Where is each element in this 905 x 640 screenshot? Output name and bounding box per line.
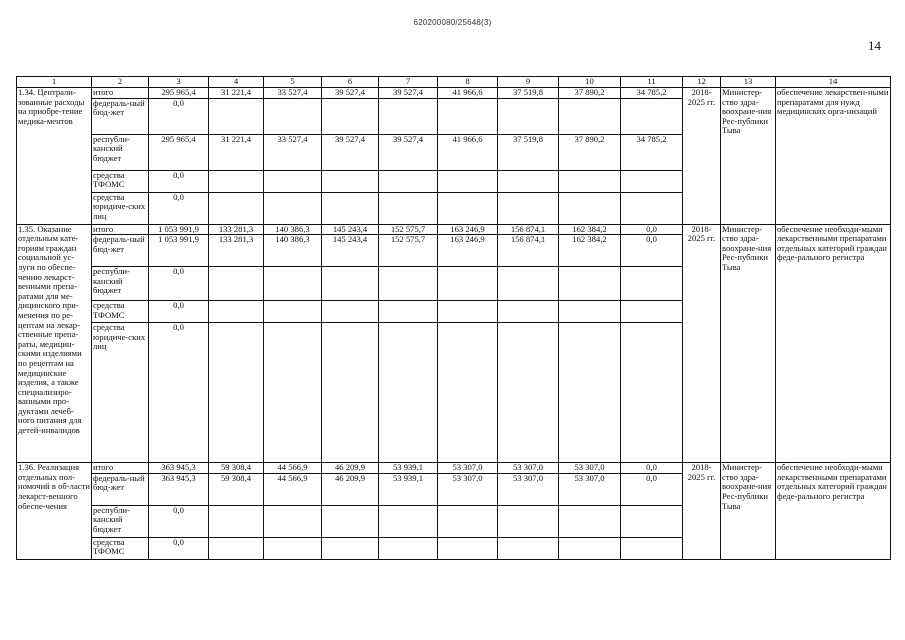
amount-cell <box>438 98 498 134</box>
amount-cell: 1 053 991,9 <box>149 224 209 235</box>
amount-cell <box>438 537 498 559</box>
column-header: 6 <box>322 77 379 88</box>
amount-cell <box>322 301 379 323</box>
column-header: 8 <box>438 77 498 88</box>
amount-cell: 0,0 <box>149 170 209 192</box>
amount-cell: 145 243,4 <box>322 235 379 267</box>
period-cell: 2018-2025 гг. <box>683 224 721 463</box>
amount-cell: 53 307,0 <box>498 463 559 474</box>
amount-cell: 163 246,9 <box>438 224 498 235</box>
funding-source: республи-канский бюджет <box>92 134 149 170</box>
table-row <box>17 88 891 99</box>
amount-cell: 44 566,9 <box>264 463 322 474</box>
measure-name: 1.36. Реализация отдельных пол-номочий в об-ласти лекарст-венного обеспе-чения <box>17 463 92 560</box>
measure-name: 1.34. Централи-зованные расходы на приобре-тение медика-ментов <box>17 88 92 225</box>
amount-cell: 0,0 <box>149 505 209 537</box>
amount-cell: 41 966,6 <box>438 88 498 99</box>
budget-table <box>16 76 891 560</box>
amount-cell: 0,0 <box>621 473 683 505</box>
column-header: 12 <box>683 77 721 88</box>
result-cell: обеспечение необходи-мыми лекарственными препаратами отдельных категорий граждан феде-рального регистра <box>776 224 891 463</box>
funding-source: средства юридиче-ских лиц <box>92 192 149 224</box>
amount-cell <box>621 170 683 192</box>
amount-cell: 31 221,4 <box>209 134 264 170</box>
amount-cell: 46 209,9 <box>322 463 379 474</box>
amount-cell <box>209 301 264 323</box>
amount-cell <box>322 267 379 301</box>
amount-cell <box>209 323 264 463</box>
amount-cell <box>322 505 379 537</box>
amount-cell: 0,0 <box>621 235 683 267</box>
amount-cell: 37 519,8 <box>498 88 559 99</box>
amount-cell: 53 939,1 <box>379 463 438 474</box>
amount-cell: 53 307,0 <box>559 463 621 474</box>
table-row <box>17 463 891 474</box>
amount-cell <box>438 505 498 537</box>
funding-source: республи-канский бюджет <box>92 505 149 537</box>
amount-cell <box>209 267 264 301</box>
amount-cell: 0,0 <box>149 192 209 224</box>
amount-cell: 53 307,0 <box>438 473 498 505</box>
amount-cell: 133 281,3 <box>209 235 264 267</box>
executor-cell: Министер-ство здра-воохране-ния Рес-публики Тыва <box>721 463 776 560</box>
amount-cell <box>559 323 621 463</box>
funding-source: итого <box>92 88 149 99</box>
amount-cell <box>621 192 683 224</box>
amount-cell <box>379 505 438 537</box>
amount-cell <box>264 537 322 559</box>
amount-cell <box>379 301 438 323</box>
column-header: 11 <box>621 77 683 88</box>
amount-cell: 0,0 <box>149 537 209 559</box>
funding-source: федераль-ный бюд-жет <box>92 473 149 505</box>
result-cell: обеспечение необходи-мыми лекарственными препаратами отдельных категорий граждан феде-рального регистра <box>776 463 891 560</box>
amount-cell <box>379 192 438 224</box>
amount-cell: 152 575,7 <box>379 235 438 267</box>
amount-cell <box>209 192 264 224</box>
column-header: 10 <box>559 77 621 88</box>
amount-cell: 162 384,2 <box>559 235 621 267</box>
executor-cell: Министер-ство здра-воохране-ния Рес-публики Тыва <box>721 88 776 225</box>
amount-cell: 44 566,9 <box>264 473 322 505</box>
funding-source: средства ТФОМС <box>92 537 149 559</box>
amount-cell <box>498 98 559 134</box>
amount-cell <box>621 537 683 559</box>
amount-cell: 145 243,4 <box>322 224 379 235</box>
column-header: 7 <box>379 77 438 88</box>
amount-cell <box>438 267 498 301</box>
amount-cell: 53 939,1 <box>379 473 438 505</box>
amount-cell <box>379 537 438 559</box>
funding-source: республи-канский бюджет <box>92 267 149 301</box>
amount-cell: 156 874,1 <box>498 235 559 267</box>
amount-cell: 34 785,2 <box>621 88 683 99</box>
amount-cell <box>209 505 264 537</box>
funding-source: средства ТФОМС <box>92 170 149 192</box>
amount-cell: 156 874,1 <box>498 224 559 235</box>
amount-cell: 37 519,8 <box>498 134 559 170</box>
amount-cell <box>559 301 621 323</box>
amount-cell <box>438 301 498 323</box>
amount-cell <box>498 323 559 463</box>
amount-cell: 39 527,4 <box>322 134 379 170</box>
amount-cell: 37 890,2 <box>559 134 621 170</box>
period-cell: 2018-2025 гг. <box>683 463 721 560</box>
amount-cell <box>498 192 559 224</box>
amount-cell <box>621 323 683 463</box>
column-header: 13 <box>721 77 776 88</box>
page-number: 14 <box>868 38 881 53</box>
amount-cell <box>264 170 322 192</box>
funding-source: средства юридиче-ских лиц <box>92 323 149 463</box>
funding-source: средства ТФОМС <box>92 301 149 323</box>
amount-cell: 0,0 <box>149 267 209 301</box>
funding-source: федераль-ный бюд-жет <box>92 235 149 267</box>
amount-cell <box>322 537 379 559</box>
amount-cell <box>559 192 621 224</box>
amount-cell <box>621 505 683 537</box>
amount-cell: 59 308,4 <box>209 473 264 505</box>
amount-cell <box>264 98 322 134</box>
table-body <box>17 77 891 560</box>
column-header: 14 <box>776 77 891 88</box>
column-header: 9 <box>498 77 559 88</box>
amount-cell <box>438 192 498 224</box>
amount-cell: 39 527,4 <box>379 88 438 99</box>
amount-cell: 152 575,7 <box>379 224 438 235</box>
amount-cell: 53 307,0 <box>559 473 621 505</box>
amount-cell: 295 965,4 <box>149 88 209 99</box>
column-header: 3 <box>149 77 209 88</box>
column-header: 4 <box>209 77 264 88</box>
table-row <box>17 224 891 235</box>
amount-cell: 59 308,4 <box>209 463 264 474</box>
amount-cell <box>264 323 322 463</box>
amount-cell <box>559 98 621 134</box>
amount-cell: 53 307,0 <box>438 463 498 474</box>
amount-cell <box>379 323 438 463</box>
amount-cell: 41 966,6 <box>438 134 498 170</box>
funding-source: итого <box>92 463 149 474</box>
amount-cell: 163 246,9 <box>438 235 498 267</box>
amount-cell: 0,0 <box>149 323 209 463</box>
amount-cell <box>379 170 438 192</box>
funding-source: федераль-ный бюд-жет <box>92 98 149 134</box>
amount-cell <box>438 323 498 463</box>
executor-cell: Министер-ство здра-воохране-ния Рес-публики Тыва <box>721 224 776 463</box>
amount-cell <box>559 537 621 559</box>
amount-cell: 140 386,3 <box>264 224 322 235</box>
amount-cell: 37 890,2 <box>559 88 621 99</box>
amount-cell <box>209 537 264 559</box>
amount-cell <box>264 301 322 323</box>
funding-source: итого <box>92 224 149 235</box>
result-cell: обеспечение лекарствен-ными препаратами для нужд медицинских орга-низаций <box>776 88 891 225</box>
amount-cell: 39 527,4 <box>379 134 438 170</box>
amount-cell <box>438 170 498 192</box>
amount-cell: 53 307,0 <box>498 473 559 505</box>
amount-cell <box>209 170 264 192</box>
amount-cell: 33 527,4 <box>264 134 322 170</box>
amount-cell <box>498 301 559 323</box>
amount-cell: 31 221,4 <box>209 88 264 99</box>
amount-cell <box>322 323 379 463</box>
amount-cell <box>559 267 621 301</box>
amount-cell <box>498 505 559 537</box>
amount-cell <box>498 537 559 559</box>
amount-cell <box>209 98 264 134</box>
amount-cell <box>379 98 438 134</box>
amount-cell <box>264 505 322 537</box>
amount-cell <box>498 170 559 192</box>
amount-cell: 363 945,3 <box>149 463 209 474</box>
amount-cell <box>322 98 379 134</box>
column-header: 2 <box>92 77 149 88</box>
document-id: 620200080/25648(3) <box>413 18 492 27</box>
amount-cell <box>621 301 683 323</box>
amount-cell <box>322 192 379 224</box>
amount-cell <box>621 98 683 134</box>
amount-cell: 46 209,9 <box>322 473 379 505</box>
amount-cell <box>264 267 322 301</box>
amount-cell: 0,0 <box>621 224 683 235</box>
amount-cell: 0,0 <box>621 463 683 474</box>
amount-cell: 34 785,2 <box>621 134 683 170</box>
measure-name: 1.35. Оказание отдельным кате-гориям граждан социальной ус-луги по обеспе-чению лекарст-венными препа-ратами для ме-дицинского при-менения по ре-цептам на лекар-ственные препа-раты, медицин-скими изделиями по рецептам на медицинские изделия, а также специализиро-ванными про-дуктами лечеб-ного питания для детей-инвалидов <box>17 224 92 463</box>
amount-cell: 363 945,3 <box>149 473 209 505</box>
amount-cell: 1 053 991,9 <box>149 235 209 267</box>
amount-cell <box>264 192 322 224</box>
amount-cell <box>498 267 559 301</box>
amount-cell <box>621 267 683 301</box>
amount-cell: 0,0 <box>149 98 209 134</box>
amount-cell <box>322 170 379 192</box>
header-row <box>17 77 891 88</box>
amount-cell <box>559 170 621 192</box>
amount-cell <box>559 505 621 537</box>
column-header: 5 <box>264 77 322 88</box>
amount-cell: 39 527,4 <box>322 88 379 99</box>
amount-cell: 162 384,2 <box>559 224 621 235</box>
amount-cell: 140 386,3 <box>264 235 322 267</box>
amount-cell: 295 965,4 <box>149 134 209 170</box>
period-cell: 2018-2025 гг. <box>683 88 721 225</box>
amount-cell: 33 527,4 <box>264 88 322 99</box>
amount-cell <box>379 267 438 301</box>
column-header: 1 <box>17 77 92 88</box>
amount-cell: 133 281,3 <box>209 224 264 235</box>
amount-cell: 0,0 <box>149 301 209 323</box>
